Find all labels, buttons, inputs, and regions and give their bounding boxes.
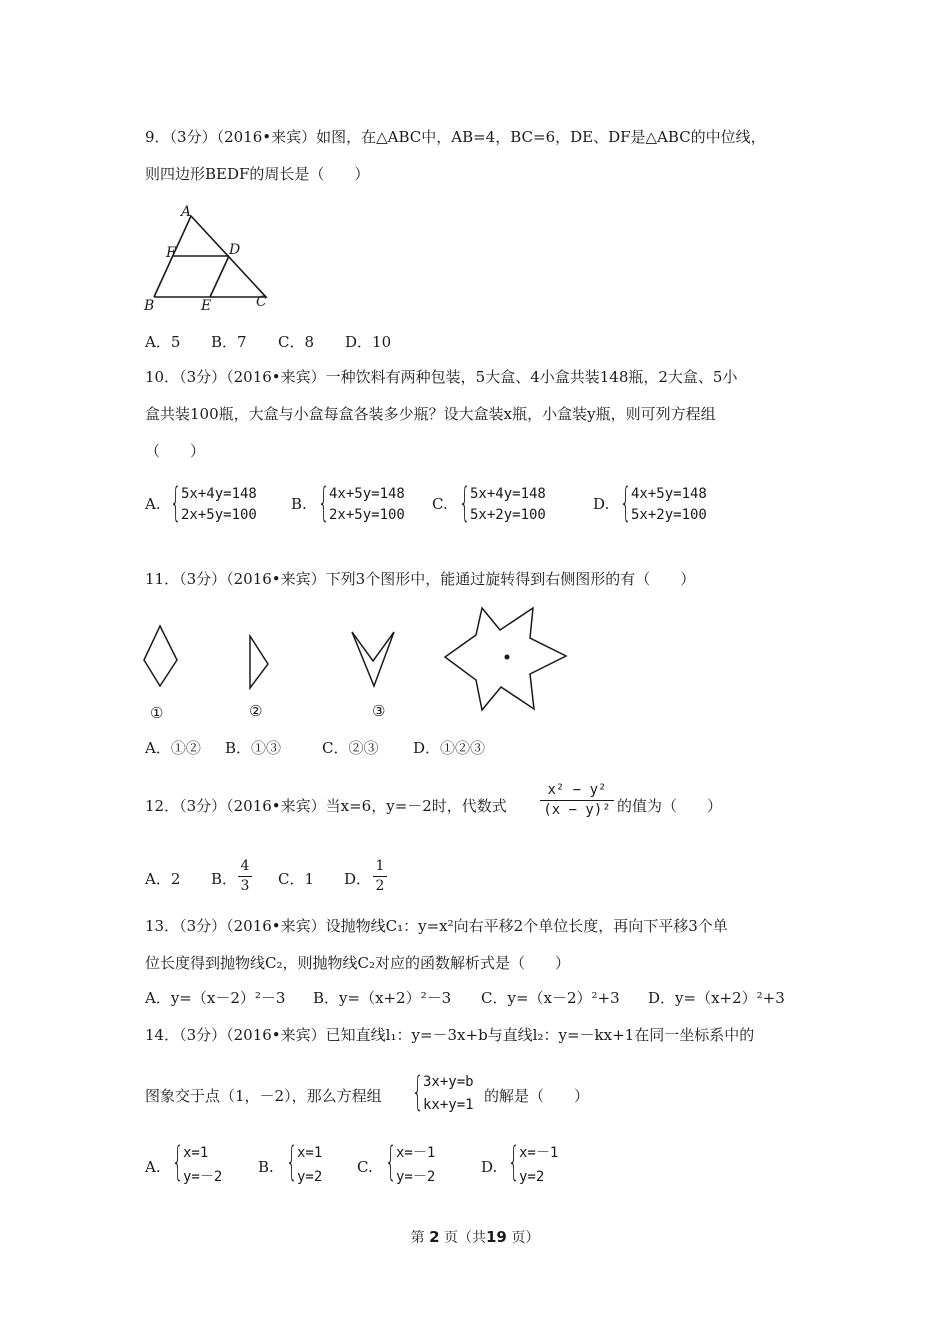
q9-stem-line2: 则四边形BEDF的周长是（ ） — [145, 165, 370, 183]
q10-option-a-label[interactable]: A. — [145, 495, 161, 513]
q10-option-c-system[interactable] — [459, 480, 569, 526]
footer-page-number: 2 — [429, 1228, 440, 1246]
q10-stem-line3: （ ） — [145, 442, 206, 460]
q12-stem-suffix: 的值为（ ） — [617, 797, 723, 815]
q14-equation-system — [412, 1069, 492, 1117]
q10-option-b-system[interactable] — [318, 480, 428, 526]
q9-option-b[interactable]: B．7 — [211, 333, 247, 351]
q11-option-b[interactable]: B．①③ — [225, 739, 282, 757]
q14-system-eq2: kx+y=1 — [423, 1097, 474, 1113]
q14-a-eq2: y=－2 — [183, 1169, 223, 1185]
footer-total-pages: 19 — [486, 1228, 507, 1246]
q12-option-c[interactable]: C．1 — [278, 870, 315, 888]
q13-option-c[interactable]: C．y=（x－2）²+3 — [481, 989, 620, 1007]
arrowhead-shape — [352, 632, 394, 686]
q9-option-d[interactable]: D．10 — [345, 333, 392, 351]
q14-system-eq1: 3x+y=b — [423, 1074, 474, 1090]
brace-icon: { — [318, 480, 330, 526]
q14-stem-line2-prefix: 图象交于点（1，－2），那么方程组 — [145, 1087, 382, 1105]
q10-b-eq2: 2x+5y=100 — [329, 507, 405, 523]
q14-c-eq1: x=－1 — [396, 1145, 436, 1161]
q9-label-D: D — [229, 242, 241, 258]
q13-stem-line1: 13．（3分）（2016•来宾）设抛物线C₁：y=x²向右平移2个单位长度，再向下平移3个单 — [145, 917, 728, 935]
q14-stem-line1: 14．（3分）（2016•来宾）已知直线l₁：y=－3x+b与直线l₂：y=－kx+1在同一坐标系中的 — [145, 1026, 755, 1044]
q10-stem-line1: 10．（3分）（2016•来宾）一种饮料有两种包装，5大盒、4小盒共装148瓶，2大盒、5小 — [145, 368, 738, 386]
q10-c-eq2: 5x+2y=100 — [470, 507, 546, 523]
brace-icon: { — [459, 480, 471, 526]
q12-b-denominator: 3 — [240, 878, 250, 894]
q11-option-a[interactable]: A．①② — [145, 739, 201, 757]
q10-a-eq1: 5x+4y=148 — [181, 486, 257, 502]
q10-option-d-system[interactable] — [620, 480, 730, 526]
q13-stem-line2: 位长度得到抛物线C₂，则抛物线C₂对应的函数解析式是（ ） — [145, 954, 570, 972]
page-footer — [0, 1227, 950, 1247]
q11-stem: 11．（3分）（2016•来宾）下列3个图形中，能通过旋转得到右侧图形的有（ ） — [145, 570, 696, 588]
q13-option-a[interactable]: A．y=（x－2）²－3 — [145, 989, 286, 1007]
brace-icon: { — [412, 1069, 424, 1115]
q10-stem-line2: 盒共装100瓶，大盒与小盒每盒各装多少瓶？设大盒装x瓶，小盒装y瓶，则可列方程组 — [145, 405, 716, 423]
q14-option-c-system[interactable] — [385, 1139, 465, 1187]
brace-icon: { — [620, 480, 632, 526]
q9-label-F: F — [166, 245, 176, 261]
brace-icon: { — [385, 1139, 397, 1185]
q10-a-eq2: 2x+5y=100 — [181, 507, 257, 523]
q13-option-d[interactable]: D．y=（x+2）²+3 — [648, 989, 785, 1007]
q9-label-E: E — [201, 298, 212, 314]
q14-option-a-label[interactable]: A. — [145, 1158, 161, 1176]
q14-option-d-system[interactable] — [508, 1139, 588, 1187]
brace-icon: { — [170, 480, 182, 526]
q12-d-denominator: 2 — [375, 878, 385, 894]
q10-option-d-label[interactable]: D. — [593, 495, 610, 513]
q14-option-c-label[interactable]: C. — [357, 1158, 373, 1176]
q14-c-eq2: y=－2 — [396, 1169, 436, 1185]
q12-option-b-fraction[interactable] — [238, 858, 252, 895]
q10-option-a-system[interactable] — [170, 480, 280, 526]
q14-option-d-label[interactable]: D. — [481, 1158, 498, 1176]
q12-option-d-label[interactable]: D． — [344, 870, 372, 888]
q14-a-eq1: x=1 — [183, 1145, 209, 1161]
q12-denominator: (x − y)² — [543, 802, 611, 818]
triangle-shape — [250, 636, 268, 688]
q10-d-eq2: 5x+2y=100 — [631, 507, 707, 523]
q14-d-eq2: y=2 — [519, 1169, 545, 1185]
q9-stem-line1: 9．（3分）（2016•来宾）如图，在△ABC中，AB=4，BC=6，DE、DF是△ABC的中位线， — [145, 128, 766, 146]
brace-icon: { — [508, 1139, 520, 1185]
q10-option-c-label[interactable]: C. — [432, 495, 448, 513]
q12-option-a[interactable]: A．2 — [145, 870, 181, 888]
q11-star-figure — [440, 600, 575, 720]
q11-option-d[interactable]: D．①②③ — [413, 739, 486, 757]
q12-d-numerator: 1 — [375, 858, 385, 874]
q9-option-a[interactable]: A．5 — [145, 333, 181, 351]
brace-icon: { — [286, 1139, 298, 1185]
q9-label-B: B — [144, 298, 155, 314]
q9-label-A: A — [181, 204, 192, 220]
q12-expression-fraction — [540, 782, 614, 819]
q10-d-eq1: 4x+5y=148 — [631, 486, 707, 502]
q11-figure-label-3: ③ — [372, 702, 386, 720]
q10-option-b-label[interactable]: B. — [291, 495, 307, 513]
q9-label-C: C — [256, 294, 267, 310]
rhombus-shape — [144, 626, 177, 686]
q14-stem-line2-suffix: 的解是（ ） — [484, 1087, 590, 1105]
q11-option-c[interactable]: C．②③ — [322, 739, 379, 757]
q14-b-eq1: x=1 — [297, 1145, 323, 1161]
q12-b-numerator: 4 — [240, 858, 250, 874]
q14-option-b-label[interactable]: B. — [258, 1158, 274, 1176]
q11-figure-label-2: ② — [249, 702, 263, 720]
q14-b-eq2: y=2 — [297, 1169, 323, 1185]
footer-mid: 页（共 — [444, 1230, 486, 1246]
footer-post: 页） — [511, 1230, 540, 1246]
q14-option-a-system[interactable] — [172, 1139, 242, 1187]
q14-d-eq1: x=－1 — [519, 1145, 559, 1161]
q12-numerator: x² − y² — [547, 782, 607, 798]
q12-option-d-fraction[interactable] — [373, 858, 387, 895]
q13-option-b[interactable]: B．y=（x+2）²－3 — [313, 989, 452, 1007]
q11-figure-label-1: ① — [150, 704, 164, 722]
q10-c-eq1: 5x+4y=148 — [470, 486, 546, 502]
q9-triangle-figure — [140, 200, 280, 315]
q9-option-c[interactable]: C．8 — [278, 333, 315, 351]
q10-b-eq1: 4x+5y=148 — [329, 486, 405, 502]
q14-option-b-system[interactable] — [286, 1139, 346, 1187]
brace-icon: { — [172, 1139, 184, 1185]
q12-stem-prefix: 12．（3分）（2016•来宾）当x=6，y=－2时，代数式 — [145, 797, 507, 815]
q12-option-b-label[interactable]: B． — [211, 870, 238, 888]
star-center-dot — [505, 655, 510, 660]
footer-pre: 第 — [410, 1230, 425, 1246]
